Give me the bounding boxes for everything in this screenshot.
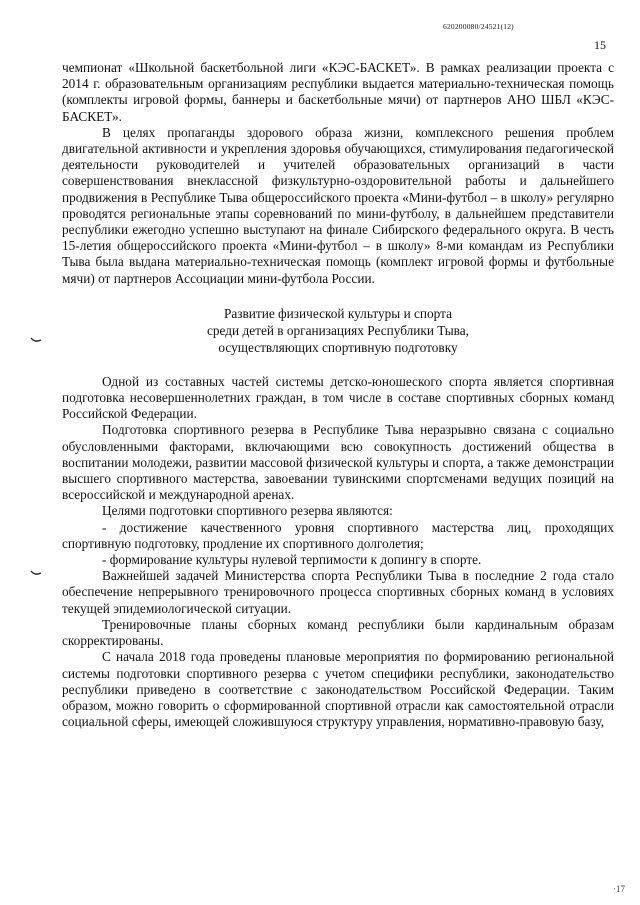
margin-mark-bottom xyxy=(30,570,42,576)
footer-mark: ·17 xyxy=(613,884,625,894)
paragraph: С начала 2018 года проведены плановые мероприятия по формированию региональной системы подготовки спортивного резерва с учетом специфики республики, законодательство республики приведено в соответствие с законодательством Российской Федерации. Таким образом, можно говорить о сформированной спортивной отрасли как самостоятельной отрасли социальной сферы, имеющей сложившуюся структуру управления, нормативно-правовую базу, xyxy=(62,649,614,730)
section-heading-line: среди детей в организациях Республики Тыва, xyxy=(206,322,470,338)
paragraph: Одной из составных частей системы детско-юношеского спорта является спортивная подготовка несовершеннолетних граждан, в том числе в составе спортивных сборных команд Российской Федерации. xyxy=(62,373,614,422)
list-item: - достижение качественного уровня спортивного мастерства лиц, проходящих спортивную подготовку, продление их спортивного долголетия; xyxy=(62,519,614,551)
section-heading xyxy=(62,305,614,356)
paragraph: Тренировочные планы сборных команд республики были кардинальным образам скорректированы. xyxy=(62,616,614,649)
page-number: 15 xyxy=(594,38,606,52)
section-heading-line: осуществляющих спортивную подготовку xyxy=(218,339,458,355)
doc-id: 620200080/24521(12) xyxy=(443,22,514,31)
paragraph: Целями подготовки спортивного резерва являются: xyxy=(102,503,393,519)
list-item: - формирование культуры нулевой терпимости к допингу в спорте. xyxy=(102,552,482,568)
paragraph: Подготовка спортивного резерва в Республике Тыва неразрывно связана с социально обусловленными факторами, включающими всю совокупность достижений общества в воспитании молодежи, развитии массовой физической культуры и спорта, а также демонстрации высшего спортивного мастерства, завоевании тувинскими спортсменами ведущих позиций на всероссийской и международной аренах. xyxy=(62,422,614,503)
margin-mark-top xyxy=(30,337,42,343)
document-body xyxy=(62,60,614,730)
paragraph: чемпионат «Школьной баскетбольной лиги «КЭС-БАСКЕТ». В рамках реализации проекта с 2014 г. образовательным организациям республики выдается материально-техническая помощь (комплекты игровой формы, баннеры и баскетбольные мячи) от партнеров АНО ШБЛ «КЭС-БАСКЕТ». xyxy=(62,60,614,124)
section-heading-line: Развитие физической культуры и спорта xyxy=(223,305,453,321)
paragraph: Важнейшей задачей Министерства спорта Республики Тыва в последние 2 года стало обеспечение непрерывного тренировочного процесса спортивных сборных команд в условиях текущей эпидемиологической ситуации. xyxy=(62,568,614,616)
paragraph: В целях пропаганды здорового образа жизни, комплексного решения проблем двигательной активности и укрепления здоровья обучающихся, стимулирования педагогической деятельности руководителей и учителей образовательных организаций в части совершенствования внеклассной физкультурно-оздоровительной работы и дальнейшего продвижения в Республике Тыва общероссийского проекта «Мини-футбол – в школу» регулярно проводятся региональные этапы соревнований по мини-футболу, в дальнейшем представители республики ежегодно успешно выступают на финале Сибирского федерального округа. В честь 15-летия общероссийского проекта «Мини-футбол – в школу» 8-ми командам из Республики Тыва была выдана материально-техническая помощь (комплект игровой формы и футбольные мячи) от партнеров Ассоциации мини-футбола России. xyxy=(62,124,614,286)
